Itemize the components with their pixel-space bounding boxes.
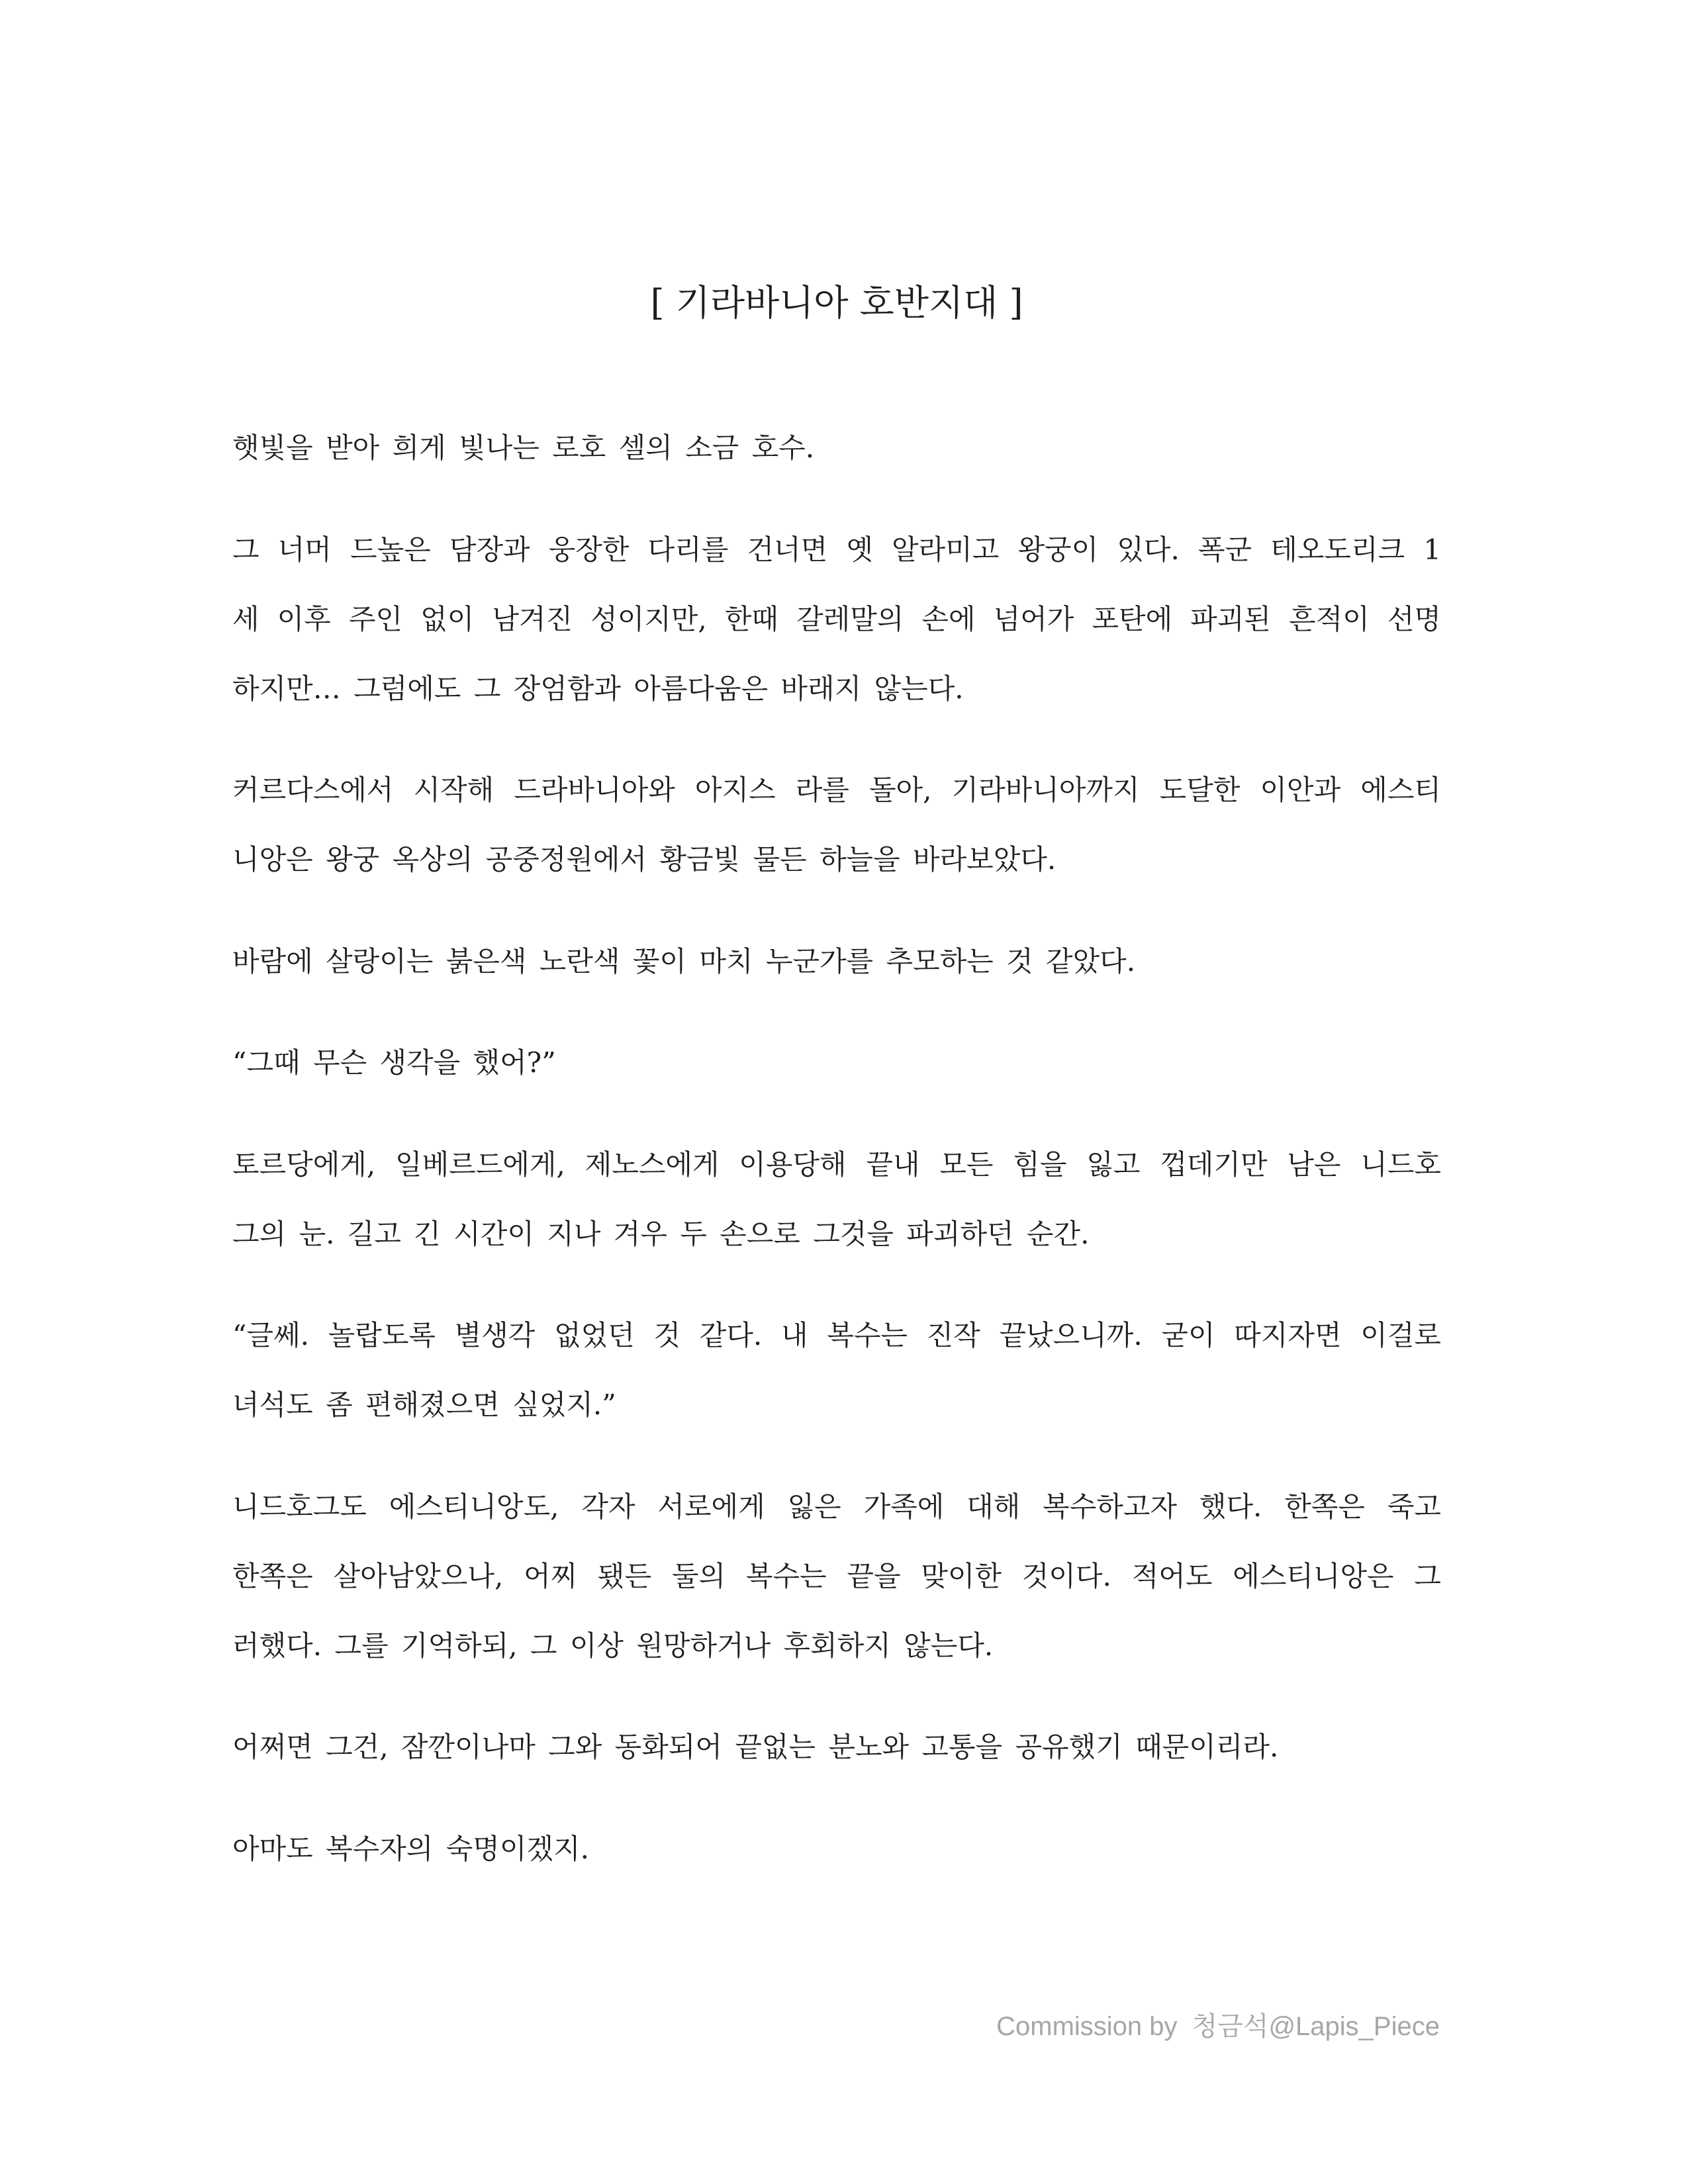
- paragraph: [232, 515, 1441, 723]
- paragraph-line: 니드호그도 에스티니앙도, 각자 서로에게 잃은 가족에 대해 복수하고자 했다. 한쪽은 죽고: [232, 1490, 1441, 1523]
- paragraph-line: 커르다스에서 시작해 드라바니아와 아지스 라를 돌아, 기라바니아까지 도달한 이안과 에스티: [232, 774, 1441, 806]
- paragraph: [232, 755, 1441, 894]
- paragraph-line: 녀석도 좀 편해졌으면 싶었지.”: [232, 1388, 616, 1421]
- paragraph: [232, 1130, 1441, 1269]
- paragraph-line: 러했다. 그를 기억하되, 그 이상 원망하거나 후회하지 않는다.: [232, 1629, 994, 1662]
- dialogue-paragraph: [232, 1300, 1441, 1439]
- paragraph: [232, 1472, 1441, 1680]
- paragraph: [232, 1814, 1441, 1884]
- paragraph-line: 한쪽은 살아남았으나, 어찌 됐든 둘의 복수는 끝을 맞이한 것이다. 적어도 에스티니앙은 그: [232, 1559, 1441, 1592]
- paragraph-line: “글쎄. 놀랍도록 별생각 없었던 것 같다. 내 복수는 진작 끝났으니까. 굳이 따지자면 이걸로: [232, 1319, 1441, 1351]
- paragraph-line: 하지만… 그럼에도 그 장엄함과 아름다움은 바래지 않는다.: [232, 672, 964, 705]
- commission-label: Commission by: [996, 2012, 1178, 2041]
- paragraph-line: 토르당에게, 일베르드에게, 제노스에게 이용당해 끝내 모든 힘을 잃고 껍데기만 남은 니드호: [232, 1148, 1441, 1181]
- paragraph-line: 바람에 살랑이는 붉은색 노란색 꽃이 마치 누군가를 추모하는 것 같았다.: [232, 944, 1136, 978]
- paragraph-line: 어쩌면 그건, 잠깐이나마 그와 동화되어 끝없는 분노와 고통을 공유했기 때문이리라.: [232, 1731, 1279, 1763]
- paragraph-line: 아마도 복수자의 숙명이겠지.: [232, 1832, 589, 1865]
- document-title: [ 기라바니아 호반지대 ]: [650, 282, 1023, 324]
- paragraph: [232, 1712, 1441, 1782]
- commission-author: 청금석@Lapis_Piece: [1192, 2012, 1440, 2041]
- paragraph-line: 그 너머 드높은 담장과 웅장한 다리를 건너면 옛 알라미고 왕궁이 있다. 폭군 테오도리크 1: [232, 533, 1441, 566]
- commission-credit: [996, 2010, 1440, 2043]
- paragraph-line: “그때 무슨 생각을 했어?”: [232, 1046, 556, 1079]
- paragraph-line: 그의 눈. 길고 긴 시간이 지나 겨우 두 손으로 그것을 파괴하던 순간.: [232, 1217, 1090, 1250]
- paragraph-line: 니앙은 왕궁 옥상의 공중정원에서 황금빛 물든 하늘을 바라보았다.: [232, 843, 1056, 876]
- paragraph: [232, 413, 1441, 482]
- dialogue-paragraph: [232, 1028, 1441, 1097]
- document-body: [232, 413, 1441, 1915]
- paragraph: [232, 927, 1441, 996]
- paragraph-line: 햇빛을 받아 희게 빛나는 로호 셀의 소금 호수.: [232, 432, 815, 464]
- paragraph-line: 세 이후 주인 없이 남겨진 성이지만, 한때 갈레말의 손에 넘어가 포탄에 파괴된 흔적이 선명: [232, 602, 1441, 635]
